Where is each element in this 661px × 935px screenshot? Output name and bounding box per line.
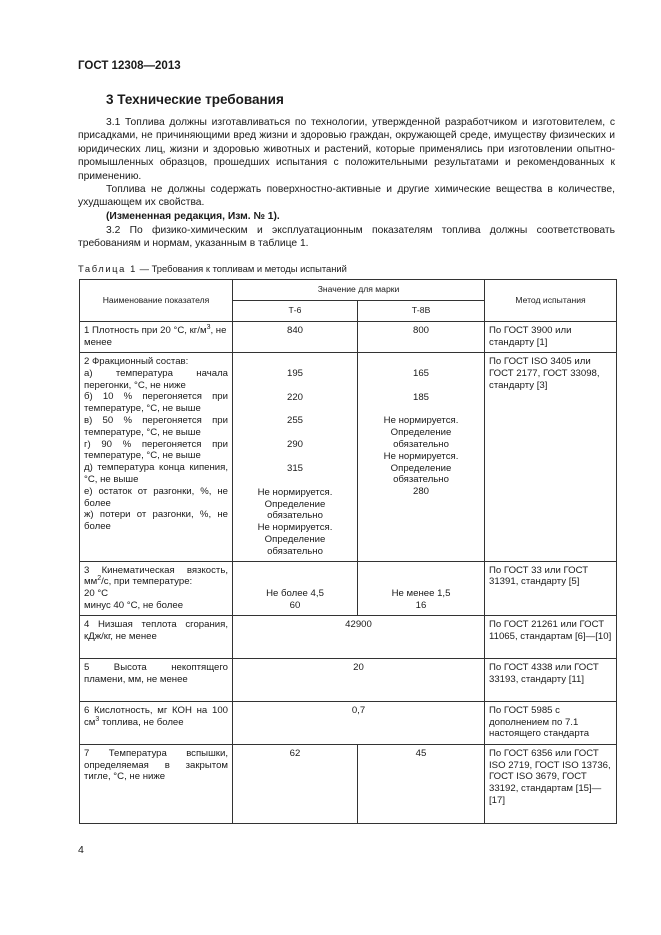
paragraph-3-1: 3.1 Топлива должны изготавливаться по технологии, утвержденной разработчиком и изготовителем, с присадками, не причиняющими вред жизни и здоровью граждан, окружающей среде, имуществу физических и юридических лиц, жизни и здоровью животных и растений, которые применялись при изготовлении опытно-промышленных образцов, прошедших испытания с положительными результатами и рекомендованных к применению. — [78, 117, 615, 182]
table-caption-prefix: Таблица 1 — [78, 263, 137, 274]
row4-method: По ГОСТ 21261 или ГОСТ 11065, стандартам [6]—[10] — [485, 615, 617, 658]
row7-method: По ГОСТ 6356 или ГОСТ ISO 2719, ГОСТ ISO 13736, ГОСТ ISO 3679, ГОСТ 33192, стандартам [15]—[17] — [485, 744, 617, 823]
document-header: ГОСТ 12308—2013 — [78, 60, 181, 72]
row3-name: 3 Кинематическая вязкость, $мм^2/с$, при температуре: 20 °С минус 40 °С, не более — [80, 561, 233, 615]
table-row — [80, 561, 617, 615]
row3-t8v: Не менее 1,5 16 — [358, 561, 485, 615]
row7-t8v: 45 — [358, 744, 485, 823]
row7-name: 7 Температура вспышки, определяемая в закрытом тигле, °С, не ниже — [80, 744, 233, 823]
table-row — [80, 701, 617, 744]
row2-t6: 195 220 255 290 315 Не нормируется. Определение обязательно Не нормируется. Определение обязательно — [233, 353, 358, 562]
table-caption-text: — Требования к топливам и методы испытаний — [136, 263, 347, 274]
row6-name: 6 Кислотность, мг КОН на 100 $см^3$ топлива, не более — [80, 701, 233, 744]
table-row — [80, 353, 617, 562]
row4-name: 4 Низшая теплота сгорания, кДж/кг, не менее — [80, 615, 233, 658]
row1-t8v: 800 — [358, 322, 485, 353]
table-row — [80, 615, 617, 658]
table-row — [80, 658, 617, 701]
row5-method: По ГОСТ 4338 или ГОСТ 33193, стандарту [11] — [485, 658, 617, 701]
row6-method: По ГОСТ 5985 с дополнением по 7.1 настоящего стандарта — [485, 701, 617, 744]
header-method: Метод испытания — [485, 280, 617, 322]
row5-name: 5 Высота некоптящего пламени, мм, не менее — [80, 658, 233, 701]
paragraph-3-2: 3.2 По физико-химическим и эксплуатационным показателям топлива должны соответствовать требованиям и нормам, указанным в таблице 1. — [78, 225, 615, 250]
row3-method: По ГОСТ 33 или ГОСТ 31391, стандарту [5] — [485, 561, 617, 615]
header-name: Наименование показателя — [80, 280, 233, 322]
row6-value: 0,7 — [233, 701, 485, 744]
row1-t6: 840 — [233, 322, 358, 353]
table-caption — [78, 263, 347, 274]
row4-value: 42900 — [233, 615, 485, 658]
row1-name: 1 Плотность при 20 °С, $кг/м^3$, не менее — [80, 322, 233, 353]
paragraph-amendment — [78, 210, 615, 223]
page-number: 4 — [78, 844, 84, 856]
header-t6: Т-6 — [233, 301, 358, 322]
header-t8v: Т-8В — [358, 301, 485, 322]
row1-method: По ГОСТ 3900 или стандарту [1] — [485, 322, 617, 353]
row3-t6: Не более 4,5 60 — [233, 561, 358, 615]
row2-method: По ГОСТ ISO 3405 или ГОСТ 2177, ГОСТ 33098, стандарту [3] — [485, 353, 617, 562]
header-value: Значение для марки — [233, 280, 485, 301]
row5-value: 20 — [233, 658, 485, 701]
row2-t8v: 165 185 Не нормируется. Определение обязательно Не нормируется. Определение обязательно 280 — [358, 353, 485, 562]
row2-name: 2 Фракционный состав: а) температура начала перегонки, °С, не ниже б) 10 % перегоняется при температуре, °С, не выше в) 50 % перегоняется при температуре, °С, не выше г) 90 % перегоняется при температуре, °С, не выше д) температура конца кипения, °С, не выше е) остаток от разгонки, %, не более ж) потери от разгонки, %, не более — [80, 353, 233, 562]
row7-t6: 62 — [233, 744, 358, 823]
amendment-note: (Измененная редакция, Изм. № 1). — [106, 211, 280, 222]
requirements-table — [79, 279, 617, 824]
table-row — [80, 322, 617, 353]
paragraph-surfactants: Топлива не должны содержать поверхностно-активные и другие химические вещества в количестве, ухудшающем их свойства. — [78, 184, 615, 209]
section-title: 3 Технические требования — [106, 92, 284, 107]
table-row — [80, 744, 617, 823]
table-header-row — [80, 280, 617, 301]
